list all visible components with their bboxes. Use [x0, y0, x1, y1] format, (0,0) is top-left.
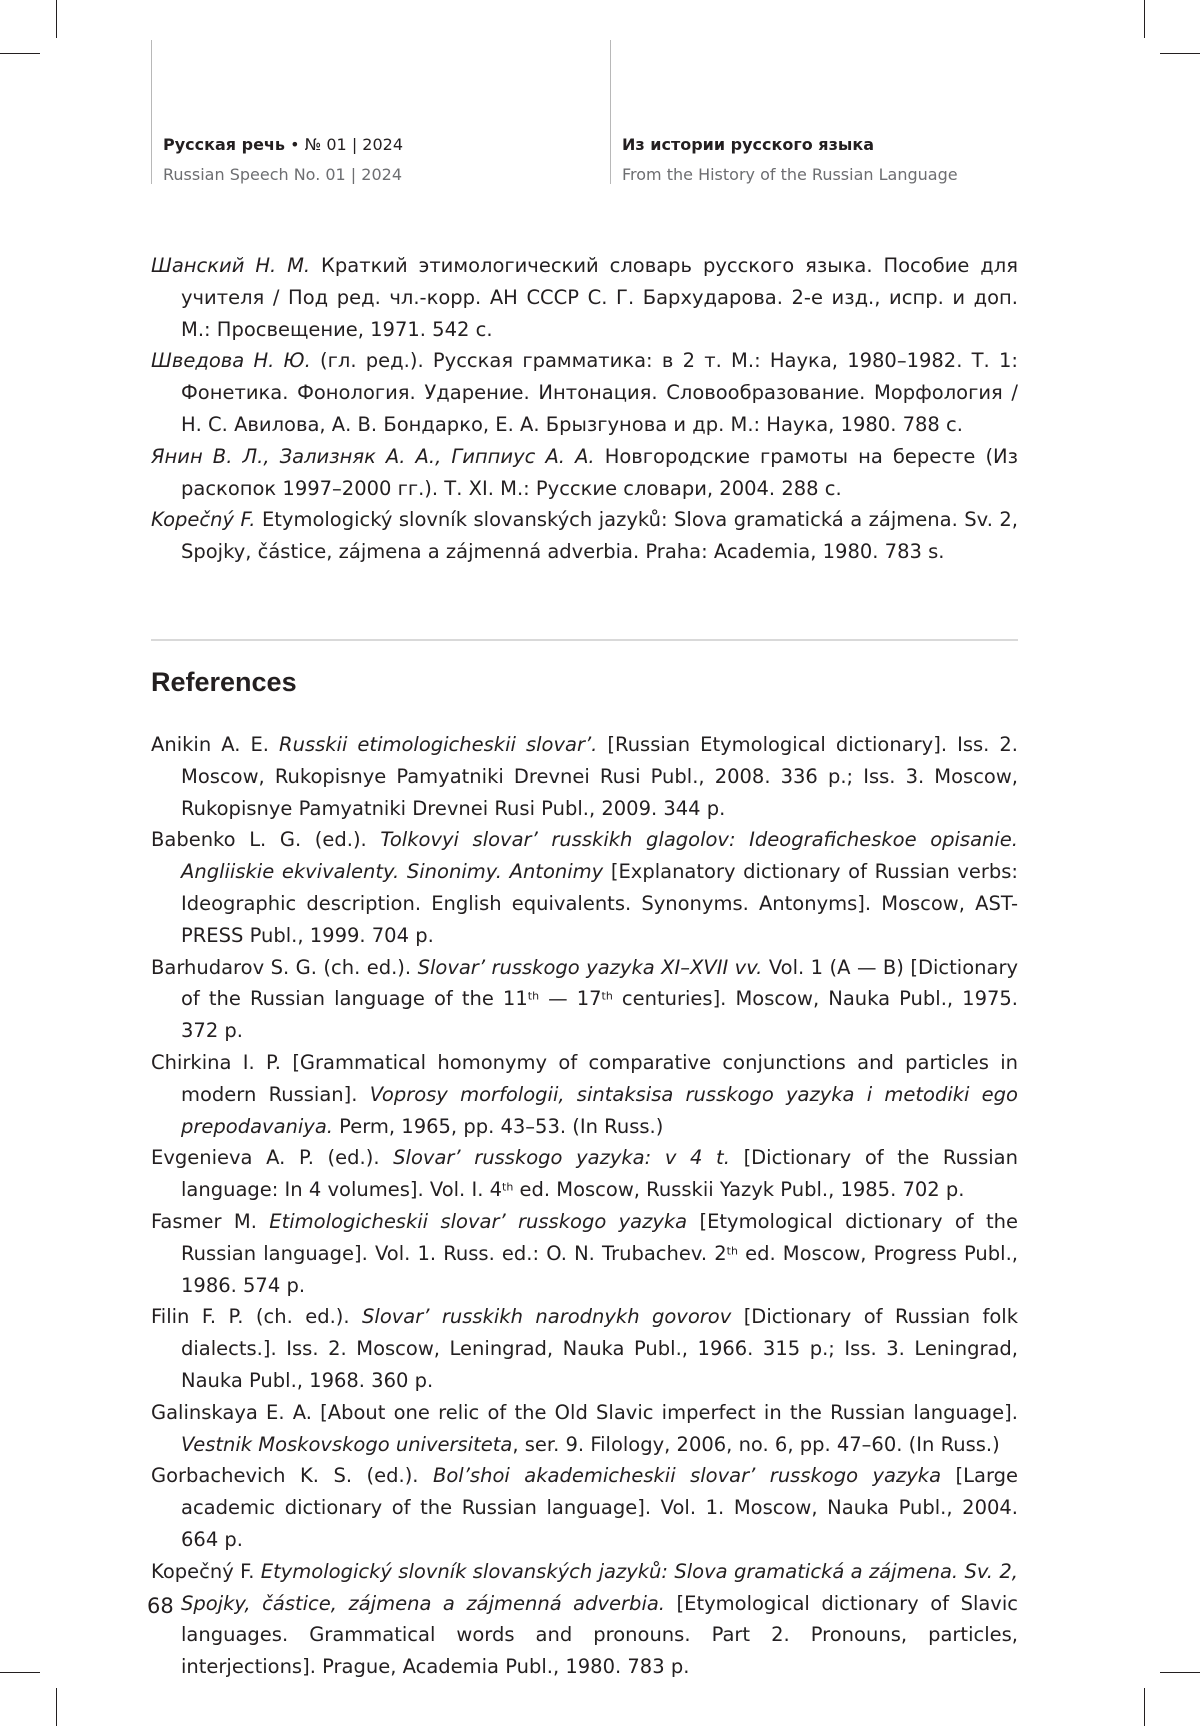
- reference-entry: Chirkina I. P. [Grammatical homonymy of comparative conjunctions and particles in modern Russian]. Voprosy morfologii, sintaksisa russkogo yazyka i metodiki ego prepodavaniya. Perm, 1965, pp. 43–53. (In Russ.): [151, 1050, 1018, 1138]
- bibliography-entry: Шведова Н. Ю. (гл. ред.). Русская грамматика: в 2 т. М.: Наука, 1980–1982. Т. 1: Фонетика. Фонология. Ударение. Интонация. Словообразование. Морфология / Н. С. Авилова, А. В. Бондарко, Е. А. Брызгунова и др. М.: Наука, 1980. 788 с.: [151, 349, 1018, 436]
- crop-mark-top-left-vertical: [56, 0, 57, 38]
- reference-entry: Galinskaya E. A. [About one relic of the Old Slavic imperfect in the Russian language]. Vestnik Moskovskogo universiteta, ser. 9. Filology, 2006, no. 6, pp. 47–60. (In Russ.): [151, 1400, 1018, 1456]
- reference-entry: Babenko L. G. (ed.). Tolkovyi slovar’ russkikh glagolov: Ideograficheskoe opisanie. Angliiskie ekvivalenty. Sinonimy. Antonimy [Explanatory dictionary of Russian verbs: Ideographic description. English equivalents. Synonyms. Antonyms]. Moscow, AST-PRESS Publ., 1999. 704 p.: [151, 828, 1019, 947]
- section-divider: [151, 639, 1018, 641]
- crop-mark-bottom-right-horizontal: [1160, 1672, 1200, 1673]
- crop-mark-top-left-horizontal: [0, 53, 40, 54]
- crop-mark-bottom-right-vertical: [1144, 1688, 1145, 1726]
- reference-entry: Evgenieva A. P. (ed.). Slovar’ russkogo yazyka: v 4 t. [Dictionary of the Russian language: In 4 volumes]. Vol. I. 4th ed. Moscow, Russkii Yazyk Publ., 1985. 702 p.: [151, 1146, 1018, 1202]
- section-title-en: From the History of the Russian Language: [622, 165, 958, 184]
- bibliography-entry: Янин В. Л., Зализняк А. А., Гиппиус А. А. Новгородские грамоты на бересте (Из раскопок 1997–2000 гг.). Т. XI. М.: Русские словари, 2004. 288 с.: [151, 444, 1019, 500]
- bibliography-entry: Kopečný F. Etymologický slovník slovanských jazyků: Slova gramatická a zájmena. Sv. 2, Spojky, částice, zájmena a zájmenná adverbia. Praha: Academia, 1980. 783 s.: [151, 508, 1019, 564]
- header-right: [610, 40, 958, 184]
- reference-entry: Gorbachevich K. S. (ed.). Bol’shoi akademicheskii slovar’ russkogo yazyka [Large academic dictionary of the Russian language]. Vol. 1. Moscow, Nauka Publ., 2004. 664 p.: [151, 1464, 1018, 1551]
- crop-mark-bottom-left-horizontal: [0, 1672, 40, 1673]
- reference-entry: Barhudarov S. G. (ch. ed.). Slovar’ russkogo yazyka XI–XVII vv. Vol. 1 (A — B) [Dictionary of the Russian language of the 11th — 17th centuries]. Moscow, Nauka Publ., 1975. 372 p.: [151, 955, 1018, 1043]
- journal-title: Русская речь • № 01 | 2024: [163, 135, 404, 154]
- reference-entry: Kopečný F. Etymologický slovník slovanských jazyků: Slova gramatická a zájmena. Sv. 2, Spojky, částice, zájmena a zájmenná adverbia. [Etymological dictionary of Slavic languages. Grammatical words and pronouns. Part 2. Pronouns, particles, interjections]. Prague, Academia Publ., 1980. 783 p.: [151, 1559, 1018, 1679]
- references-list: [151, 729, 1018, 1683]
- section-title-ru: Из истории русского языка: [622, 135, 874, 154]
- header-left: [151, 40, 404, 184]
- reference-entry: Fasmer M. Etimologicheskii slovar’ russkogo yazyka [Etymological dictionary of the Russian language]. Vol. 1. Russ. ed.: O. N. Trubachev. 2th ed. Moscow, Progress Publ., 1986. 574 p.: [151, 1209, 1018, 1297]
- bibliography-list: [151, 250, 1018, 568]
- references-heading: References: [151, 667, 297, 697]
- page-number: 68: [147, 1594, 174, 1618]
- bibliography-entry: Шанский Н. М. Краткий этимологический словарь русского языка. Пособие для учителя / Под ред. чл.-корр. АН СССР С. Г. Бархударова. 2-е изд., испр. и доп. М.: Просвещение, 1971. 542 с.: [151, 254, 1018, 341]
- crop-mark-top-right-horizontal: [1160, 53, 1200, 54]
- crop-mark-bottom-left-vertical: [56, 1688, 57, 1726]
- reference-entry: Filin F. P. (ch. ed.). Slovar’ russkikh narodnykh govorov [Dictionary of Russian folk dialects.]. Iss. 2. Moscow, Leningrad, Nauka Publ., 1966. 315 p.; Iss. 3. Leningrad, Nauka Publ., 1968. 360 p.: [151, 1305, 1018, 1392]
- crop-mark-top-right-vertical: [1144, 0, 1145, 38]
- journal-subtitle: Russian Speech No. 01 | 2024: [163, 165, 402, 184]
- reference-entry: Anikin A. E. Russkii etimologicheskii slovar’. [Russian Etymological dictionary]. Iss. 2. Moscow, Rukopisnye Pamyatniki Drevnei Rusi Publ., 2008. 336 p.; Iss. 3. Moscow, Rukopisnye Pamyatniki Drevnei Rusi Publ., 2009. 344 p.: [151, 733, 1018, 820]
